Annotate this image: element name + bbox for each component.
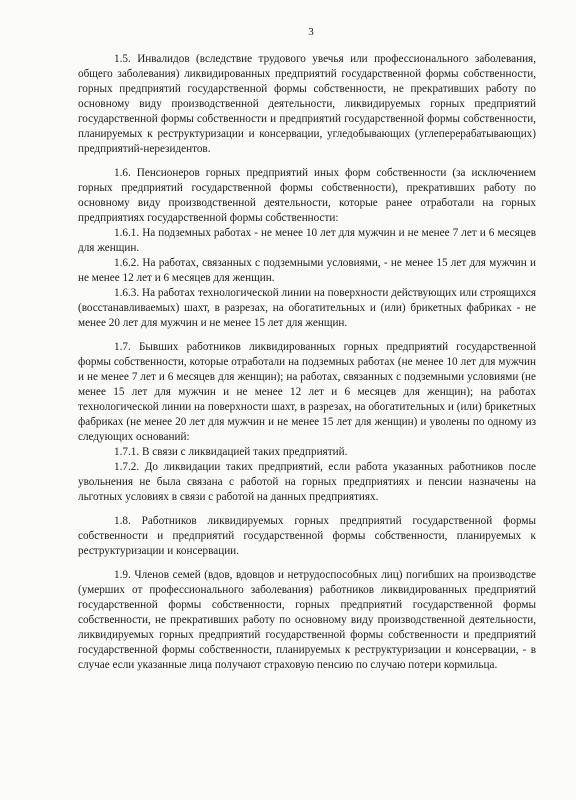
paragraph-1-7-2: 1.7.2. До ликвидации таких предприятий, если работа указанных работников после увольнения не была связана с работой на горных предприятиях и пенсии назначены на льготных условиях в связи с работой на данных предприятиях. [78,461,536,503]
paragraph-1-6: 1.6. Пенсионеров горных предприятий иных форм собственности (за исключением горных предприятий государственной формы собственности), прекративших работу по основному виду производственной деятельности, которые ранее отработали на горных предприятиях государственной формы собственности: [78,167,536,224]
page-number: 3 [308,26,314,38]
paragraph-1-6-3: 1.6.3. На работах технологической линии на поверхности действующих или строящихся (восстанавливаемых) шахт, в разрезах, на обогатительных и (или) брикетных фабриках - не менее 20 лет для мужчин и не менее 15 лет для женщин. [78,287,536,329]
paragraph-1-9: 1.9. Членов семей (вдов, вдовцов и нетрудоспособных лиц) погибших на производстве (умерших от профессионального заболевания) работников ликвидированных предприятий государственной формы собственности, горных предприятий государственной формы собственности, не прекративших работу по основному виду производственной деятельности, ликвидируемых горных предприятий государственной формы собственности и предприятий государственной формы собственности, планируемых к реструктуризации и консервации, - в случае если указанные лица получают страховую пенсию по случаю потери кормильца. [78,569,536,671]
paragraph-1-6-2: 1.6.2. На работах, связанных с подземными условиями, - не менее 15 лет для мужчин и не менее 12 лет и 6 месяцев для женщин. [78,257,536,284]
paragraph-1-7-1: 1.7.1. В связи с ликвидацией таких предприятий. [114,446,348,458]
paragraph-1-8: 1.8. Работников ликвидируемых горных предприятий государственной формы собственности и предприятий государственной формы собственности, планируемых к реструктуризации и консервации. [78,515,536,557]
paragraph-1-6-1: 1.6.1. На подземных работах - не менее 10 лет для мужчин и не менее 7 лет и 6 месяцев для женщин. [78,227,536,254]
paragraph-1-7: 1.7. Бывших работников ликвидированных горных предприятий государственной формы собственности, которые отработали на подземных работах (не менее 10 лет для мужчин и не менее 7 лет и 6 месяцев для женщин); на работах, связанных с подземными условиями (не менее 15 лет для мужчин и не менее 12 лет и 6 месяцев для женщин); на работах технологической линии на поверхности шахт, в разрезах, на обогатительных и (или) брикетных фабриках (не менее 20 лет для мужчин и не менее 15 лет для женщин) и уволены по одному из следующих оснований: [78,341,536,443]
paragraph-1-5: 1.5. Инвалидов (вследствие трудового увечья или профессионального заболевания, общего заболевания) ликвидированных предприятий государственной формы собственности, горных предприятий государственной формы собственности, не прекративших работу по основному виду производственной деятельности, ликвидируемых горных предприятий государственной формы собственности и предприятий государственной формы собственности, планируемых к реструктуризации и консервации, угледобывающих (углеперерабатывающих) предприятий-нерезидентов. [78,53,536,155]
